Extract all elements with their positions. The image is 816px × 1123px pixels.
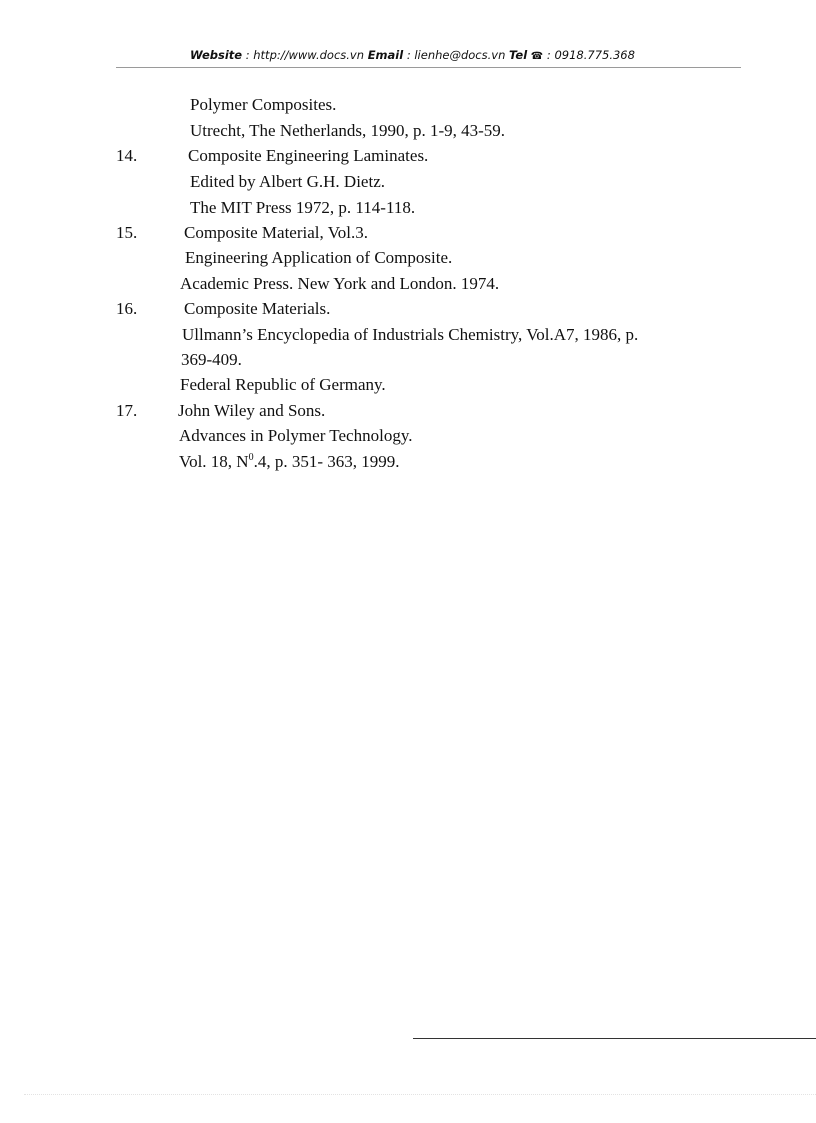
ref-16-number: 16. [116, 299, 138, 318]
superscript-zero: 0 [248, 452, 254, 463]
ref-15-number: 15. [116, 223, 138, 242]
ref-14-line-3: The MIT Press 1972, p. 114-118. [190, 198, 416, 217]
website-label: Website [190, 48, 243, 62]
ref-16-line-1: Composite Materials. [184, 299, 331, 318]
ref-15-line-3: Academic Press. New York and London. 1974. [180, 274, 500, 293]
ref-17-line-3-end: .4, p. 351- 363, 1999. [253, 452, 400, 471]
ref-13-line-1: Polymer Composites. [190, 95, 337, 114]
ref-17-line-1: John Wiley and Sons. [178, 401, 326, 420]
website-url[interactable]: : http://www.docs.vn [242, 48, 368, 62]
tel-number: : 0918.775.368 [543, 48, 635, 62]
ref-15-line-2: Engineering Application of Composite. [185, 248, 453, 267]
ref-14-line-2: Edited by Albert G.H. Dietz. [190, 172, 385, 191]
phone-icon: ☎ [530, 51, 544, 62]
page-bottom-border [24, 1094, 816, 1095]
email-address[interactable]: : lienhe@docs.vn [403, 48, 510, 62]
ref-15-line-1: Composite Material, Vol.3. [184, 223, 369, 242]
ref-16-line-3: 369-409. [181, 350, 242, 369]
ref-17-number: 17. [116, 401, 138, 420]
ref-17-line-2: Advances in Polymer Technology. [179, 426, 413, 445]
page-header [116, 47, 741, 68]
ref-16-line-2: Ullmann’s Encyclopedia of Industrials Chemistry, Vol.A7, 1986, p. [182, 325, 639, 344]
ref-16-line-4: Federal Republic of Germany. [180, 375, 386, 394]
contact-line [190, 48, 635, 62]
email-label: Email [367, 48, 404, 62]
tel-label: Tel [509, 48, 528, 62]
ref-14-number: 14. [116, 146, 138, 165]
ref-17-line-3-start: Vol. 18, N [179, 452, 249, 471]
ref-17-line-3 [179, 452, 400, 472]
ref-14-line-1: Composite Engineering Laminates. [188, 146, 429, 165]
footnote-separator [413, 1038, 816, 1039]
ref-13-line-2: Utrecht, The Netherlands, 1990, p. 1-9, 43-59. [190, 121, 506, 140]
